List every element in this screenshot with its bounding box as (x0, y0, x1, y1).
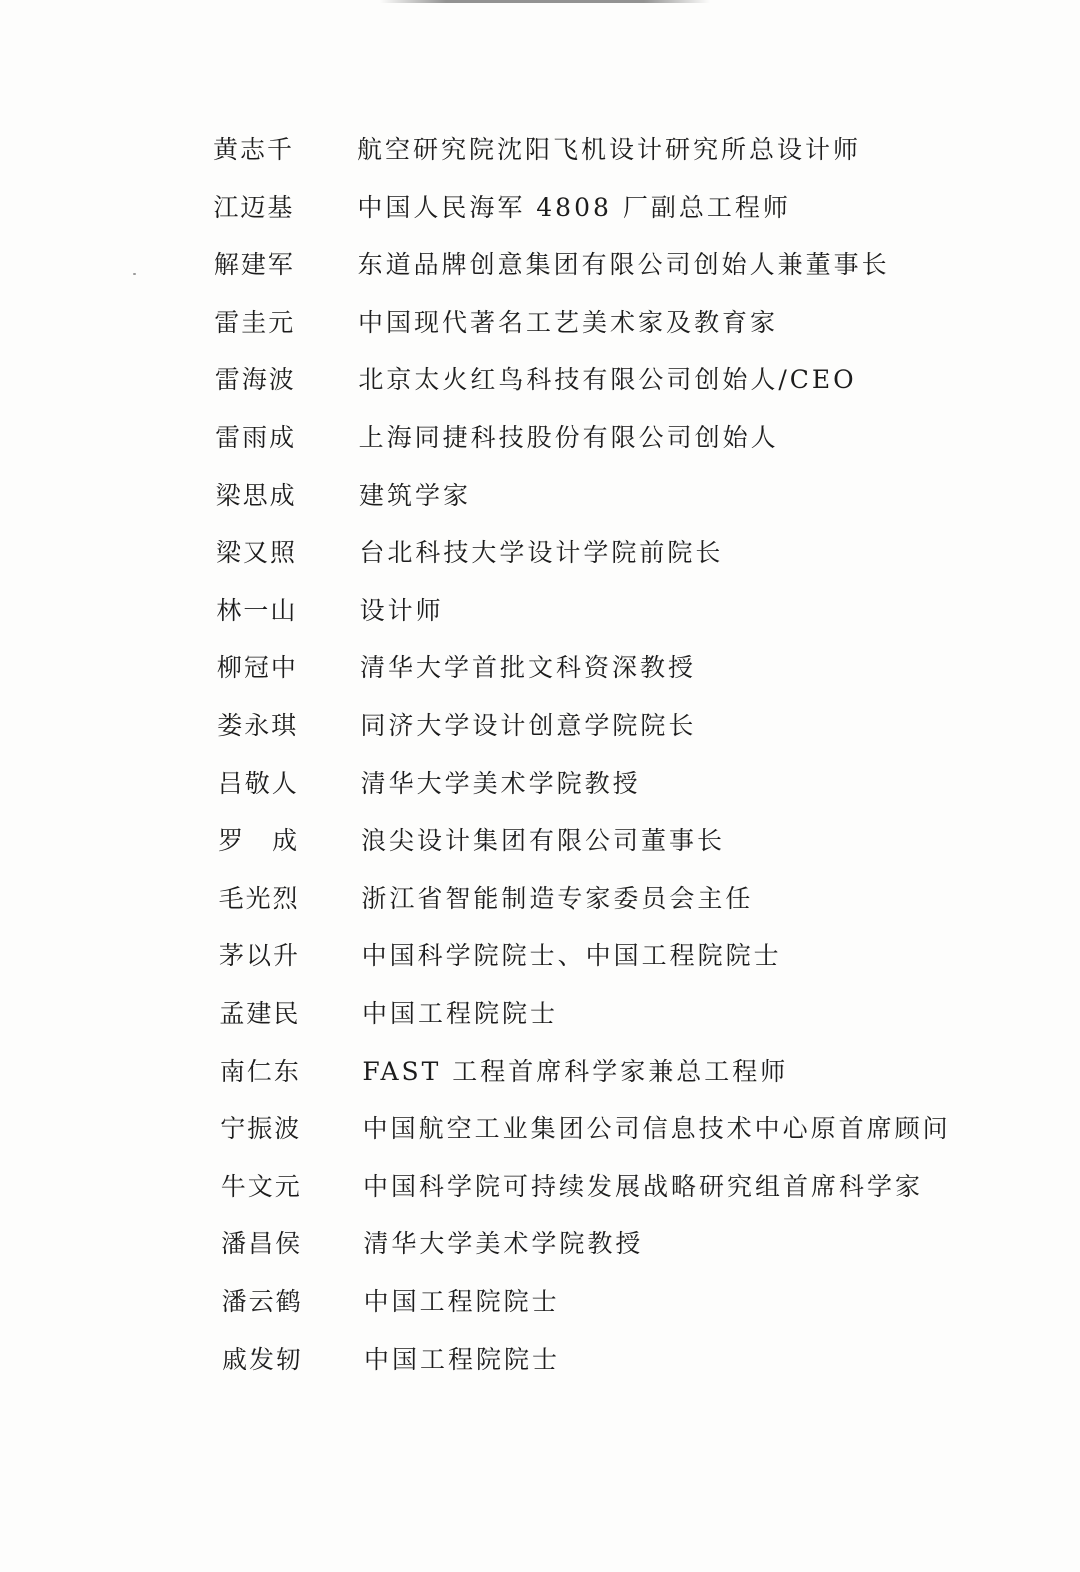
list-item (0, 245, 1080, 285)
list-item (0, 188, 1080, 228)
list-item (0, 1340, 1080, 1380)
person-title: 中国现代著名工艺美术家及教育家 (358, 307, 779, 337)
person-name: 梁思成 (215, 480, 297, 510)
person-title: 中国科学院可持续发展战略研究组首席科学家 (363, 1171, 924, 1201)
person-name: 柳冠中 (216, 653, 298, 683)
person-name: 罗 成 (218, 826, 300, 856)
scan-top-edge (380, 0, 710, 3)
person-title: 中国航空工业集团公司信息技术中心原首席顾问 (362, 1114, 951, 1144)
list-item (0, 764, 1080, 804)
person-name: 雷圭元 (214, 307, 296, 337)
list-item (0, 418, 1080, 458)
person-title: 浙江省智能制造专家委员会主任 (361, 883, 754, 913)
person-title: 东道品牌创意集团有限公司创始人兼董事长 (357, 250, 890, 280)
list-item (0, 1282, 1080, 1322)
person-title: 清华大学美术学院教授 (360, 768, 641, 798)
person-title: 浪尖设计集团有限公司董事长 (361, 826, 726, 856)
person-name: 宁振波 (220, 1114, 302, 1144)
list-item (0, 360, 1080, 400)
person-title: 中国工程院院士 (363, 1287, 560, 1316)
person-name: 茅以升 (219, 941, 301, 971)
person-title: 设计师 (359, 595, 444, 625)
person-name: 南仁东 (219, 1056, 301, 1086)
list-item (0, 648, 1080, 688)
list-item (0, 1167, 1080, 1207)
list-item (0, 706, 1080, 746)
person-name: 孟建民 (219, 999, 301, 1028)
person-name: 林一山 (216, 595, 298, 625)
person-title: 北京太火红鸟科技有限公司创始人/CEO (358, 365, 857, 395)
person-title: 中国工程院院士 (362, 999, 559, 1028)
person-name: 潘昌侯 (221, 1229, 303, 1259)
person-name: 吕敬人 (217, 768, 299, 798)
person-name: 戚发轫 (222, 1344, 304, 1374)
person-title: 建筑学家 (359, 480, 472, 510)
person-title: 中国人民海军 4808 厂副总工程师 (357, 192, 791, 222)
list-item (0, 1052, 1080, 1092)
person-title: 航空研究院沈阳飞机设计研究所总设计师 (357, 135, 862, 164)
person-name: 解建军 (213, 250, 295, 280)
person-name: 雷海波 (214, 365, 296, 395)
person-title: 同济大学设计创意学院院长 (360, 711, 697, 740)
list-item (0, 130, 1080, 170)
person-name: 江迈基 (213, 192, 295, 222)
person-name: 雷雨成 (215, 423, 297, 452)
list-item (0, 994, 1080, 1034)
list-item (0, 1109, 1080, 1149)
list-item (0, 1224, 1080, 1264)
person-name: 毛光烈 (218, 883, 300, 913)
list-item (0, 476, 1080, 516)
person-name: 牛文元 (220, 1171, 302, 1201)
person-title: 清华大学首批文科资深教授 (360, 653, 697, 683)
person-name: 黄志千 (213, 135, 295, 164)
list-item (0, 879, 1080, 919)
person-title: 清华大学美术学院教授 (363, 1229, 644, 1259)
person-name: 娄永琪 (217, 711, 299, 740)
person-title: 中国科学院院士、中国工程院院士 (361, 941, 782, 971)
list-item (0, 591, 1080, 631)
list-item (0, 303, 1080, 343)
person-title: 上海同捷科技股份有限公司创始人 (358, 423, 779, 452)
list-item (0, 936, 1080, 976)
person-name: 梁又照 (216, 538, 298, 568)
list-item (0, 821, 1080, 861)
person-title: 台北科技大学设计学院前院长 (359, 538, 724, 568)
person-title: FAST 工程首席科学家兼总工程师 (362, 1056, 789, 1086)
person-name: 潘云鹤 (221, 1287, 303, 1316)
person-title: 中国工程院院士 (364, 1344, 561, 1374)
list-item (0, 533, 1080, 573)
